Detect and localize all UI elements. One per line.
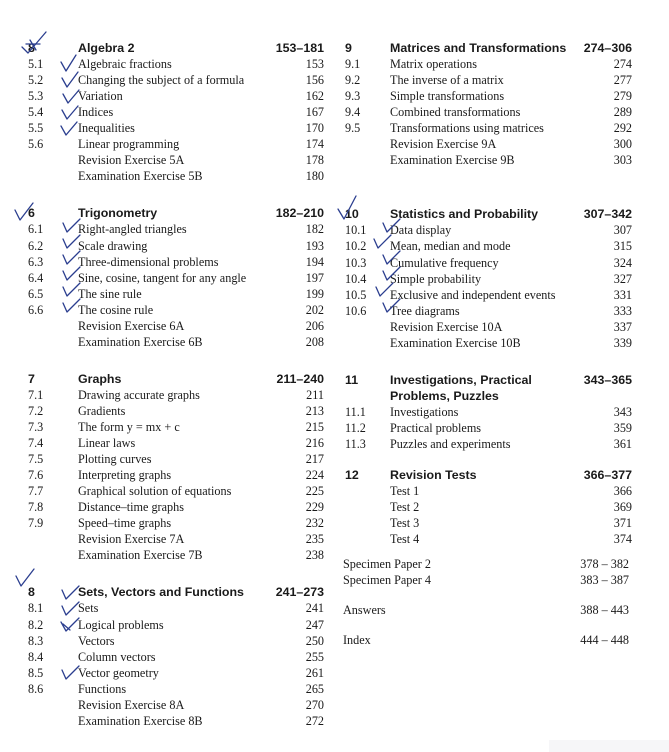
section-row [6,483,324,499]
page-number: 289 [613,105,632,120]
entry-title: Test 3 [390,516,420,531]
section-number: 7.8 [28,500,44,515]
section-number: 5.4 [28,105,44,120]
page-number: 265 [305,681,324,696]
entry-title: Revision Exercise 8A [78,697,185,712]
section-row [6,499,324,515]
page-number: 331 [613,287,632,302]
chapter-heading [340,372,632,388]
page-number: 343–365 [583,372,632,387]
entry-title: Graphical solution of equations [78,484,232,499]
entry-title: Revision Tests [390,468,477,483]
entry-title: Inequalities [78,121,135,136]
section-row [340,436,632,452]
page-number: 315 [613,239,632,254]
section-number: 11.2 [345,420,366,435]
entry-title: Simple transformations [390,89,505,104]
section-number: 9.3 [345,89,361,104]
section-row [6,467,324,483]
page-number: 292 [613,121,632,136]
section-number: 7.1 [28,387,44,402]
section-number: 6.5 [28,286,44,301]
entry-title: Examination Exercise 6B [78,334,203,349]
section-number: 8.1 [28,601,44,616]
section-row [6,104,324,120]
entry-title: Right-angled triangles [78,222,187,237]
entry-title: Sets [78,601,99,616]
entry-title: Three-dimensional problems [78,254,219,269]
section-number: 5.3 [28,89,44,104]
entry-title: Graphs [78,371,122,386]
entry-title: The inverse of a matrix [390,73,504,88]
entry-title: The sine rule [78,286,142,301]
contents-left-column [6,40,324,744]
section-row [340,152,632,168]
section-number: 7.9 [28,516,44,531]
entry-title: Plotting curves [78,452,152,467]
entry-title: Test 1 [390,484,420,499]
page-number: 337 [613,319,632,334]
chapter-heading [6,40,324,56]
page-number: 274 [613,57,632,72]
page-number: 206 [305,318,324,333]
page-number: 208 [305,334,324,349]
section-number: 7.3 [28,419,44,434]
page-number: 383 – 387 [580,573,629,588]
entry-title: Investigations, Practical [390,372,532,387]
section-row [6,531,324,547]
page-number: 162 [305,89,324,104]
page-number: 202 [305,302,324,317]
section-number: 6.4 [28,270,44,285]
entry-title: Examination Exercise 8B [78,713,203,728]
section-row [6,665,324,681]
section-number: 8.3 [28,633,44,648]
back-matter-row [343,556,633,572]
section-row [6,270,324,286]
section-number: 6 [28,206,35,221]
chapter-block [340,40,632,168]
page-number: 211–240 [276,371,324,386]
page-number: 225 [305,484,324,499]
page-number: 343 [613,404,632,419]
section-number: 8.2 [28,617,44,632]
section-number: 8.4 [28,649,44,664]
chapter-heading [340,467,632,483]
section-row [6,419,324,435]
page-number: 369 [613,500,632,515]
page-corner-shading [549,740,669,752]
section-number: 7.6 [28,468,44,483]
section-row [340,531,632,547]
page-number: 197 [305,270,324,285]
entry-title: Distance–time graphs [78,500,184,515]
back-matter-row [343,632,633,648]
page-number: 339 [613,335,632,350]
section-number: 8.5 [28,665,44,680]
page-number: 153 [305,57,324,72]
section-row [340,136,632,152]
page-number: 180 [305,169,324,184]
section-row [340,222,632,238]
section-row [6,713,324,729]
entry-title: Index [343,633,371,648]
page-number: 307–342 [583,207,632,222]
page-number: 255 [305,649,324,664]
page-number: 277 [613,73,632,88]
section-number: 5.2 [28,73,44,88]
entry-title: Simple probability [390,271,482,286]
section-row [340,56,632,72]
entry-title: Algebraic fractions [78,57,172,72]
page-number: 307 [613,223,632,238]
section-row [6,451,324,467]
entry-title: Linear laws [78,436,136,451]
entry-title: Variation [78,89,123,104]
section-row [340,335,632,351]
page-number: 217 [305,452,324,467]
entry-title: Scale drawing [78,238,148,253]
chapter-block [340,467,632,547]
section-row [6,221,324,237]
entry-title: Answers [343,603,386,618]
section-number: 10 [345,207,359,222]
chapter-heading-continued [340,388,632,404]
section-row [6,136,324,152]
section-row [6,600,324,616]
chapter-block [6,371,324,564]
page-number: 199 [305,286,324,301]
page-number: 232 [305,516,324,531]
page-number: 274–306 [583,41,632,55]
entry-title: Algebra 2 [78,41,135,55]
chapter-block [6,205,324,349]
section-row [6,152,324,168]
entry-title: The cosine rule [78,302,154,317]
section-row [340,255,632,271]
entry-title: Revision Exercise 7A [78,532,185,547]
section-row [6,72,324,88]
page-number: 366 [613,484,632,499]
entry-title: Matrices and Transformations [390,41,567,55]
section-row [6,435,324,451]
section-row [6,56,324,72]
page-number: 156 [305,73,324,88]
entry-title: Sets, Vectors and Functions [78,585,244,600]
page-number: 303 [613,153,632,168]
page-number: 215 [305,419,324,434]
entry-title: Statistics and Probability [390,207,539,222]
page-number: 224 [305,468,324,483]
contents-right-column [340,40,632,562]
section-number: 7.5 [28,452,44,467]
chapter-block [6,40,324,184]
entry-title: Examination Exercise 5B [78,169,203,184]
page-number: 444 – 448 [580,633,629,648]
section-number: 12 [345,468,359,483]
section-row [340,515,632,531]
section-number: 11.1 [345,404,366,419]
page-number: 261 [305,665,324,680]
back-matter-row [343,572,633,588]
chapter-block [340,372,632,452]
section-row [6,168,324,184]
entry-title: Revision Exercise 10A [390,319,503,334]
section-row [6,318,324,334]
chapter-heading [340,206,632,222]
page-number: 178 [305,153,324,168]
entry-title: Matrix operations [390,57,477,72]
section-row [6,254,324,270]
section-row [6,515,324,531]
section-number: 8.6 [28,681,44,696]
entry-title: Exclusive and independent events [390,287,556,302]
section-row [6,334,324,350]
section-row [340,104,632,120]
entry-title: Speed–time graphs [78,516,172,531]
section-row [340,483,632,499]
section-row [6,88,324,104]
entry-title: Examination Exercise 7B [78,548,203,563]
section-number: 5.1 [28,57,44,72]
entry-title: The form y = mx + c [78,419,180,434]
section-number: 10.2 [345,239,367,254]
entry-title: Transformations using matrices [390,121,544,136]
section-row [340,499,632,515]
page-number: 193 [305,238,324,253]
entry-title: Investigations [390,404,459,419]
page-number: 327 [613,271,632,286]
page-number: 324 [613,255,632,270]
entry-title: Indices [78,105,114,120]
entry-title: Cumulative frequency [390,255,499,270]
section-row [6,547,324,563]
entry-title: Drawing accurate graphs [78,387,200,402]
entry-title: Column vectors [78,649,156,664]
entry-title: Gradients [78,403,126,418]
page-number: 371 [613,516,632,531]
section-number: 9.1 [345,57,361,72]
section-number: 7.4 [28,436,44,451]
page-number: 174 [305,137,324,152]
chapter-block [340,206,632,350]
section-number: 10.6 [345,303,367,318]
section-number: 10.1 [345,223,367,238]
page-number: 361 [613,436,632,451]
page-number: 272 [305,713,324,728]
entry-title: Mean, median and mode [390,239,511,254]
section-number: 5.6 [28,137,44,152]
page-number: 374 [613,532,632,547]
section-number: 10.3 [345,255,367,270]
chapter-block [6,584,324,728]
page-number: 194 [305,254,324,269]
page-number: 270 [305,697,324,712]
page-number: 216 [305,436,324,451]
page-number: 366–377 [583,468,632,483]
entry-title: Practical problems [390,420,482,435]
entry-title: Test 2 [390,500,420,515]
page-number: 250 [305,633,324,648]
section-row [6,238,324,254]
section-number: 5.5 [28,121,44,136]
section-row [6,617,324,633]
section-row [6,286,324,302]
page-number: 182 [305,222,324,237]
section-row [340,287,632,303]
entry-title: Specimen Paper 2 [343,557,431,571]
back-matter-list [343,556,633,648]
section-number: 11 [345,372,359,387]
section-number: 6.2 [28,238,44,253]
section-row [340,271,632,287]
page-number: 153–181 [275,41,324,55]
section-row [6,697,324,713]
section-number: 8 [28,41,35,55]
section-number: 9.2 [345,73,361,88]
section-number: 7.7 [28,484,44,499]
section-row [340,303,632,319]
back-matter-row [343,602,633,618]
chapter-heading [6,205,324,221]
page-number: 300 [613,137,632,152]
page-number: 279 [613,89,632,104]
section-number: 6.6 [28,302,44,317]
section-number: 7.2 [28,403,44,418]
section-row [340,420,632,436]
page-number: 167 [305,105,324,120]
section-row [6,649,324,665]
entry-title: Linear programming [78,137,180,152]
entry-title: Test 4 [390,532,420,547]
section-number: 9.5 [345,121,361,136]
entry-title: Tree diagrams [390,303,460,318]
section-number: 9 [345,41,352,55]
page-number: 388 – 443 [580,603,629,618]
section-row [340,404,632,420]
section-row [340,88,632,104]
section-number: 10.4 [345,271,367,286]
section-number: 6.1 [28,222,44,237]
section-row [6,681,324,697]
section-number: 10.5 [345,287,367,302]
entry-title: Data display [390,223,452,238]
page-number: 182–210 [275,206,324,221]
page-number: 229 [305,500,324,515]
page-number: 241–273 [275,585,324,600]
entry-title: Revision Exercise 9A [390,137,497,152]
section-number: 6.3 [28,254,44,269]
section-row [6,302,324,318]
section-row [340,319,632,335]
section-row [6,403,324,419]
entry-title: Revision Exercise 5A [78,153,185,168]
page-number: 235 [305,532,324,547]
page-number: 333 [613,303,632,318]
page-number: 247 [305,617,324,632]
entry-title: Specimen Paper 4 [343,573,431,588]
page-number: 170 [305,121,324,136]
page-number: 359 [613,420,632,435]
entry-title: Trigonometry [78,206,158,221]
page-number: 378 – 382 [580,557,629,571]
entry-title: Examination Exercise 10B [390,335,521,350]
chapter-heading [6,371,324,387]
section-row [6,387,324,403]
section-row [6,633,324,649]
section-row [340,238,632,254]
entry-title: Puzzles and experiments [390,436,511,451]
page-number: 238 [305,548,324,563]
chapter-heading [6,584,324,600]
chapter-heading [340,40,632,56]
entry-title: Revision Exercise 6A [78,318,185,333]
entry-title: Changing the subject of a formula [78,73,245,88]
section-number: 7 [28,371,35,386]
entry-title: Interpreting graphs [78,468,172,483]
entry-title: Logical problems [78,617,164,632]
page-number: 241 [305,601,324,616]
page-number: 213 [305,403,324,418]
entry-title: Sine, cosine, tangent for any angle [78,270,247,285]
page-number: 211 [306,387,324,402]
entry-title: Combined transformations [390,105,521,120]
entry-title: Examination Exercise 9B [390,153,515,168]
section-row [340,72,632,88]
section-number: 8 [28,585,35,600]
entry-title: Vector geometry [78,665,159,680]
section-number: 9.4 [345,105,361,120]
entry-title: Vectors [78,633,115,648]
section-row [340,120,632,136]
section-row [6,120,324,136]
entry-title: Problems, Puzzles [390,388,499,403]
section-number: 11.3 [345,436,366,451]
entry-title: Functions [78,681,127,696]
